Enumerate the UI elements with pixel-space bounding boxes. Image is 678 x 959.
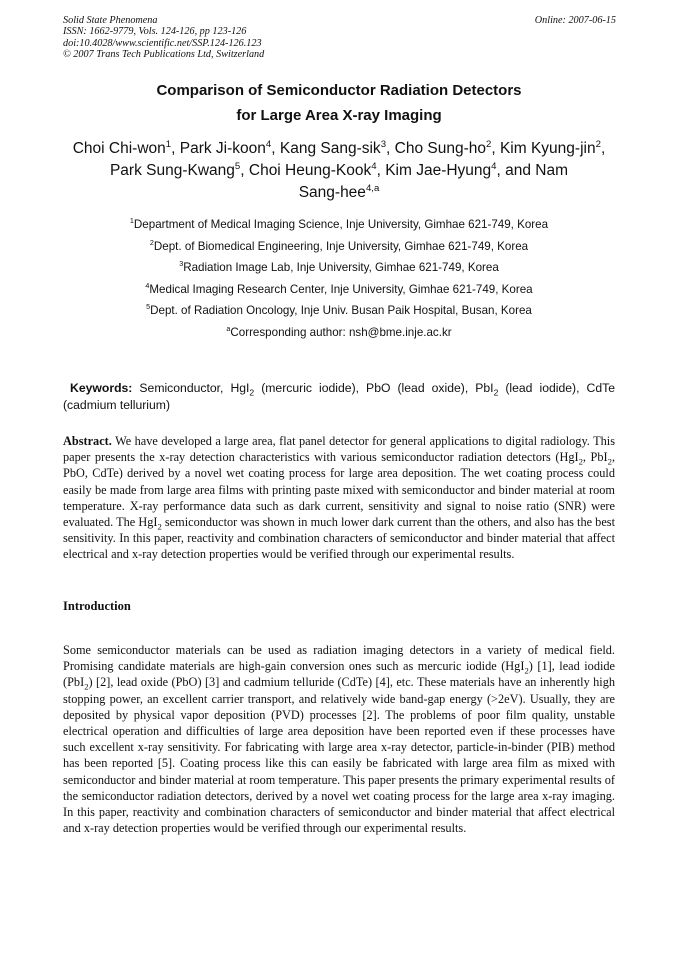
keywords: Keywords: Semiconductor, HgI$_2$ (mercuric iodide), PbO (lead oxide), PbI$_2$ (lead iodide), CdTe (cadmium tellurium) [63, 381, 615, 412]
affiliation-item: $^3$Radiation Image Lab, Inje University, Gimhae 621-749, Korea [179, 259, 499, 275]
copyright-line: © 2007 Trans Tech Publications Ltd, Switzerland [63, 49, 265, 61]
abstract: Abstract. We have developed a large area, flat panel detector for general applications to digital radiology. This paper presents the x-ray detection characteristics with various semiconductor radiation detectors (HgI$_2$, PbI$_2$, PbO, CdTe) derived by a novel wet coating process for large area deposition. The wet coating process could easily be made from large area films with printing paste mixed with semiconductor and binder material at room temperature. X-ray performance data such as dark current, sensitivity and signal to noise ratio (SNR) were evaluated. The HgI$_2$ semiconductor was shown in much lower dark current than the others, and also has the best sensitivity. In this paper, reactivity and combination characters of semiconductor and binder material that affect electrical and x-ray detection properties would be verified through our experimental results. [63, 434, 616, 562]
online-date: Online: 2007-06-15 [534, 15, 616, 26]
journal-header [63, 15, 264, 61]
author: Kim Jae-Hyung$^4$, and Nam [385, 160, 569, 179]
author: Cho Sung-$ho^2$, [394, 138, 500, 157]
affiliation-list [0, 214, 678, 344]
keywords-label: Keywords: [70, 381, 133, 395]
issn-line: ISSN: 1662-9779, Vols. 124-126, pp 123-126 [63, 26, 247, 38]
author: Park Ji-koon$^4$, [179, 138, 280, 157]
affiliation-item: $^2$Dept. of Biomedical Engineering, Inje University, Gimhae 621-749, Korea [149, 237, 529, 253]
corresponding-author: $^a$Corresponding author: nsh@bme.inje.ac.kr [226, 324, 452, 339]
paper-title-line2: for Large Area X-ray Imaging [236, 107, 442, 124]
introduction-body: Some semiconductor materials can be used as radiation imaging detectors in a variety of medical field. Promising candidate materials are high-gain conversion ones such as mercuric iodide (HgI$_2$) [1], lead iodide (PbI$_2$) [2], lead oxide (PbO) [3] and cadmium telluride (CdTe) [4], etc. These materials have an inherently high stopping power, an excellent carrier transport, and relatively wide band-gap energy (>2eV). Usually, they are deposited by physical vapor deposition (PVD) processes [2]. The problems of poor film quality, unstable electrical operation and difficulties of large area deposition have been reported even if these processes have such excellent x-ray sensitivity. For fabricating with large area x-ray detector, particle-in-binder (PIB) method has been reported [5]. Coating process like this can easily be fabricated with large area film as mixed with semiconductor and binder material at room temperature. This paper presents the primary experimental results of the semiconductor radiation detectors, derived by a novel wet coating process for the large area x-ray imaging. In this paper, reactivity and combination characters of semiconductor and binder material that affect electrical and x-ray detection properties would be verified through our experimental results. [63, 643, 616, 836]
paper-title-line1: Comparison of Semiconductor Radiation Detectors [156, 82, 522, 99]
author-list [52, 138, 626, 204]
doi-line: doi:10.4028/www.scientific.net/SSP.124-126.123 [63, 37, 262, 49]
abstract-label: Abstract. [63, 434, 112, 448]
affiliation-item: $^4$Medical Imaging Research Center, Inje University, Gimhae 621-749, Korea [145, 280, 533, 296]
section-heading-introduction: Introduction [63, 599, 131, 613]
author: Park Sung-Kwang$^5$, [109, 160, 249, 179]
author: Choi Chi-won$^1$, [72, 138, 180, 157]
author: Kang Sang-sik$^3$, [279, 138, 395, 157]
affiliation-item: $^1$Department of Medical Imaging Science, Inje University, Gimhae 621-749, Korea [129, 216, 549, 231]
affiliation-item: $^5$Dept. of Radiation Oncology, Inje Univ. Busan Paik Hospital, Busan, Korea [146, 302, 532, 318]
author: Kim Kyung-jin$^2$, [499, 138, 606, 157]
author: Choi Heung-Kook$^4$, [248, 160, 386, 179]
journal-name: Solid State Phenomena [63, 15, 158, 26]
author: Sang-hee$^{4,a}$ [298, 182, 380, 201]
